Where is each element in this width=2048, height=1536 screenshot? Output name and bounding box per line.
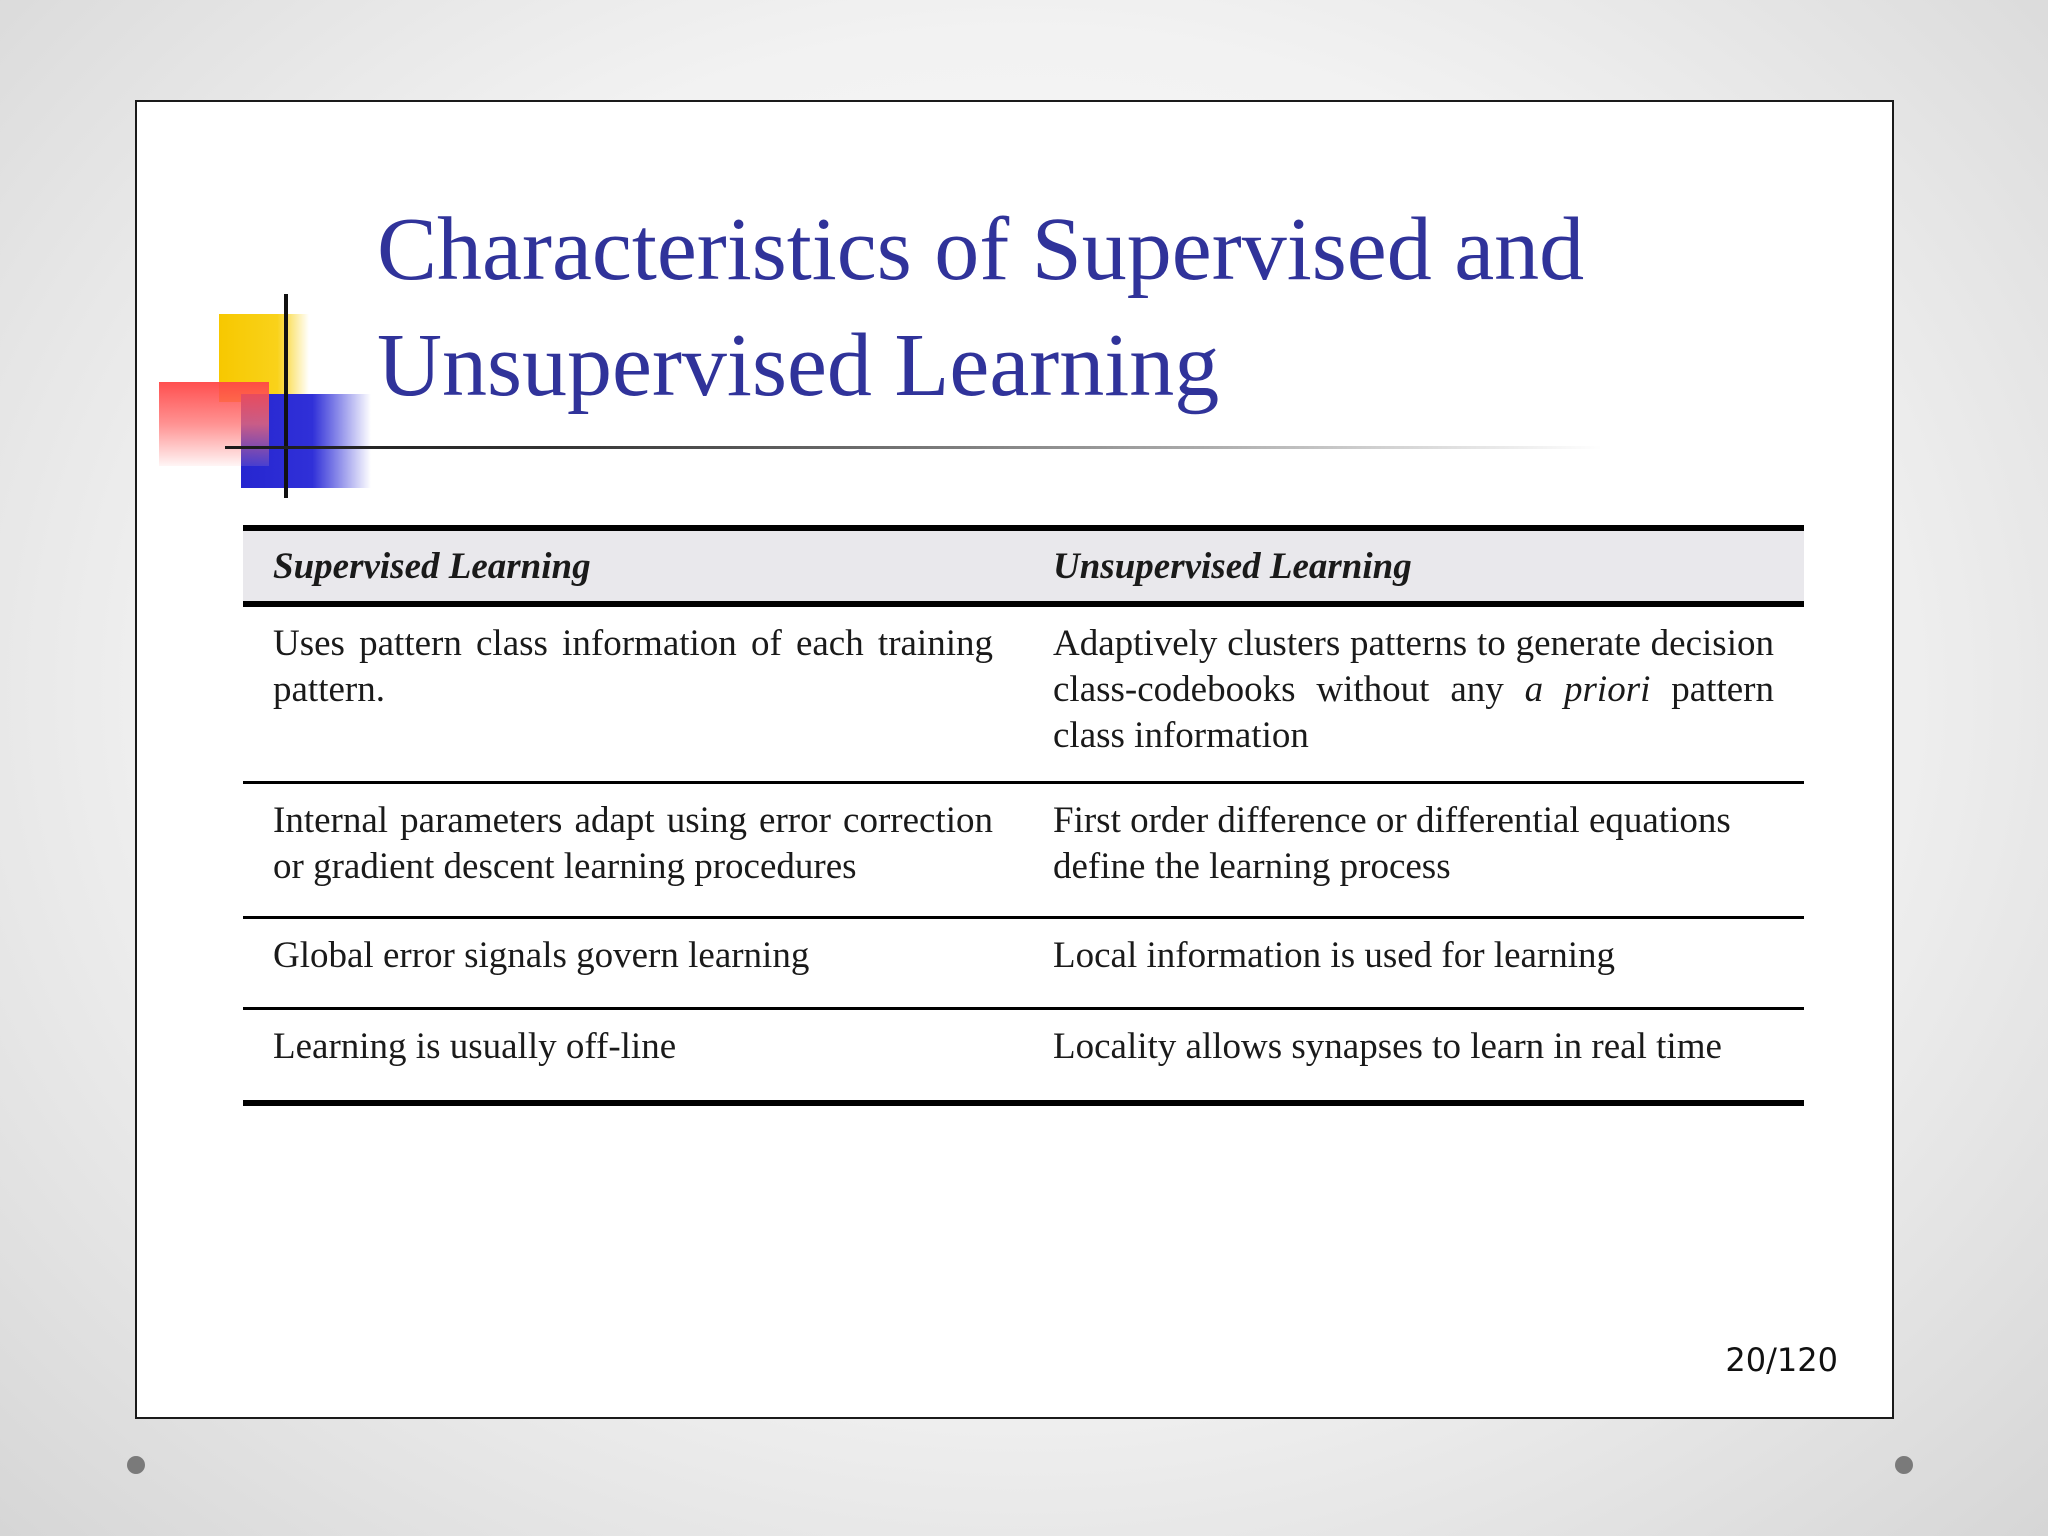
header-supervised: Supervised Learning — [243, 528, 1023, 604]
page-number: 20/120 — [1725, 1341, 1838, 1379]
comparison-table — [243, 525, 1804, 1106]
cell-text: pattern class information — [1053, 669, 1774, 756]
cell-unsupervised — [1023, 604, 1804, 783]
table-row — [243, 783, 1804, 918]
cell-supervised: Global error signals govern learning — [243, 918, 1023, 1009]
cell-unsupervised: Local information is used for learning — [1023, 918, 1804, 1009]
title-underline — [225, 446, 1845, 449]
table-row — [243, 1009, 1804, 1104]
slide-title-line-2: Unsupervised Learning — [377, 316, 1220, 415]
header-unsupervised: Unsupervised Learning — [1023, 528, 1804, 604]
cell-supervised: Internal parameters adapt using error correction or gradient descent learning procedures — [243, 783, 1023, 918]
nav-dot-left — [127, 1456, 145, 1474]
cell-italic-text: a priori — [1524, 669, 1651, 710]
table-row — [243, 604, 1804, 783]
cell-text: Adaptively clusters patterns to generate decision class-codebooks without any — [1053, 623, 1774, 710]
cell-supervised: Learning is usually off-line — [243, 1009, 1023, 1104]
decoration-red-square — [159, 382, 269, 466]
table-header-row — [243, 528, 1804, 604]
cell-unsupervised: Locality allows synapses to learn in real time — [1023, 1009, 1804, 1104]
cell-unsupervised: First order difference or differential equations define the learning process — [1023, 783, 1804, 918]
cell-supervised: Uses pattern class information of each training pattern. — [243, 604, 1023, 783]
slide — [135, 100, 1894, 1419]
nav-dot-right — [1895, 1456, 1913, 1474]
table-row — [243, 918, 1804, 1009]
slide-title — [377, 192, 1827, 424]
slide-title-line-1: Characteristics of Supervised and — [377, 200, 1585, 299]
decoration-vertical-line — [284, 294, 288, 498]
